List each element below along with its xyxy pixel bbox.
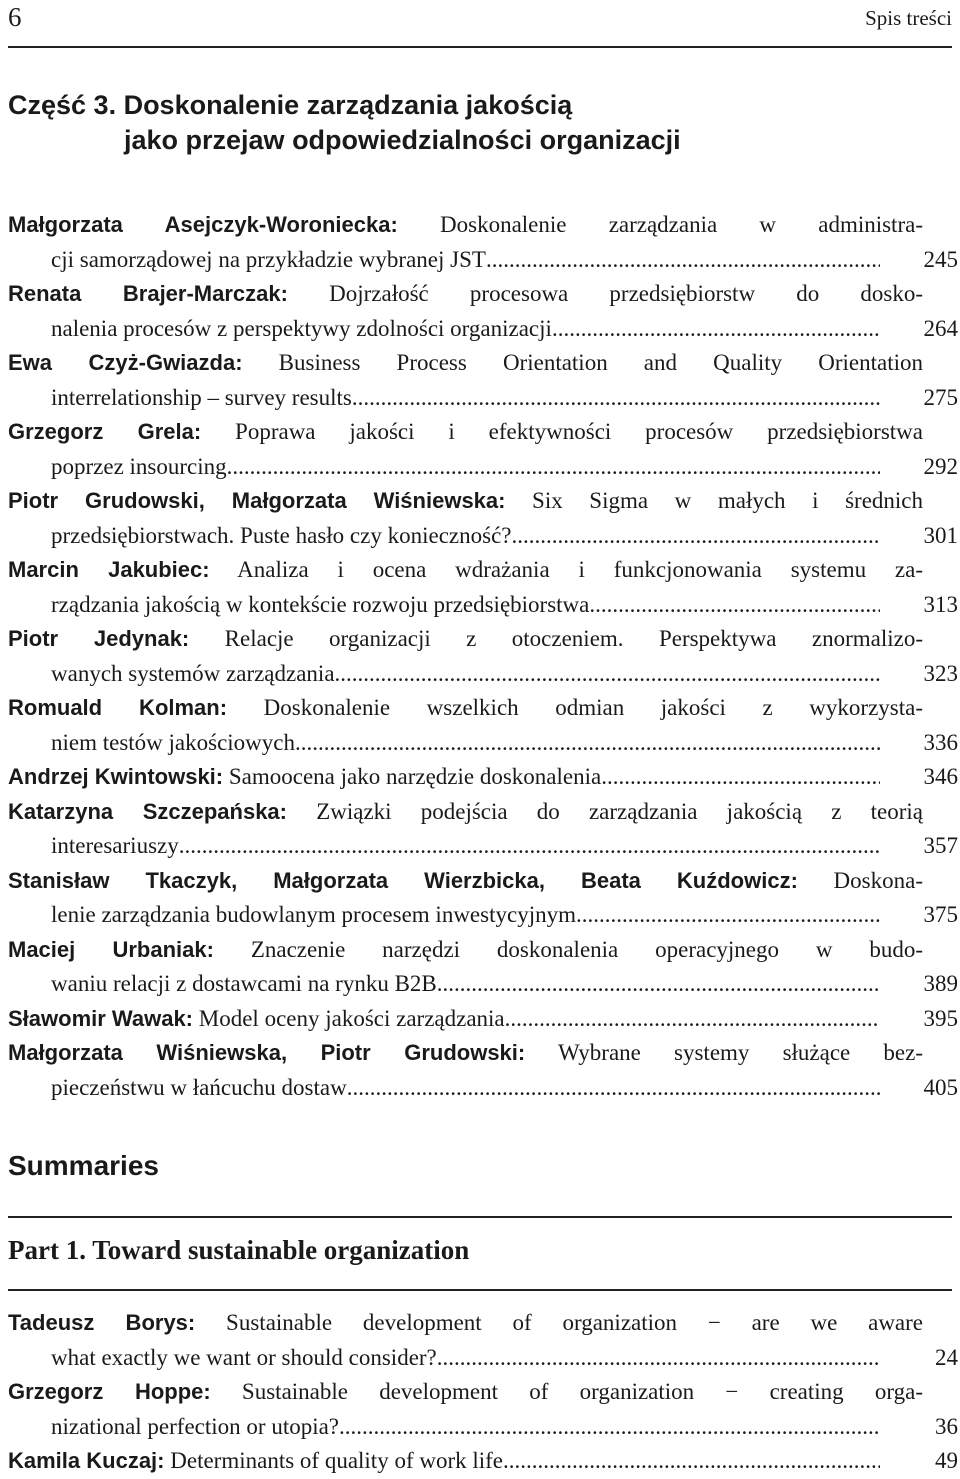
toc-entry[interactable]	[8, 760, 958, 795]
entry-page: 323	[923, 660, 958, 686]
entry-page: 24	[935, 1344, 958, 1370]
entry-author: Ewa Czyż-Gwiazda:	[8, 350, 243, 375]
part3-line2: jako przejaw odpowiedzialności organizacji	[124, 125, 681, 155]
toc-entry[interactable]	[8, 1036, 958, 1105]
entry-page: 336	[923, 729, 958, 755]
entry-title-first: Analiza i ocena wdrażania i funkcjonowania systemu za-	[209, 557, 923, 582]
entry-page: 49	[935, 1448, 958, 1473]
entry-author: Małgorzata Asejczyk-Woroniecka:	[8, 212, 398, 237]
entry-author: Renata Brajer-Marczak:	[8, 281, 288, 306]
entry-title-first: Dojrzałość procesowa przedsiębiorstw do dosko-	[287, 281, 923, 306]
running-title: Spis treści	[865, 6, 952, 30]
toc-entry[interactable]	[8, 933, 958, 1002]
toc-entry[interactable]	[8, 277, 958, 346]
entry-title-last: rządzania jakością w kontekście rozwoju przedsiębiorstwa	[51, 591, 590, 617]
entry-title-last: interrelationship – survey results	[51, 384, 352, 410]
entry-page: 245	[923, 246, 958, 272]
entry-title-last: poprzez insourcing	[51, 453, 227, 479]
part3-line1: Część 3. Doskonalenie zarządzania jakością	[8, 90, 573, 120]
page-number: 6	[8, 2, 22, 32]
toc-entry[interactable]	[8, 553, 958, 622]
toc-entry[interactable]	[8, 1375, 958, 1444]
entry-title-first: Doskonalenie wszelkich odmian jakości z wykorzysta-	[227, 695, 923, 720]
entry-title-last: what exactly we want or should consider?	[51, 1344, 437, 1370]
entry-title-last: lenie zarządzania budowlanym procesem inwestycyjnym	[51, 902, 576, 927]
entry-page: 375	[923, 902, 958, 927]
entry-title-first: Znaczenie narzędzi doskonalenia operacyjnego w budo-	[213, 936, 923, 962]
entry-title-first: Związki podejścia do zarządzania jakością z teorią	[287, 798, 923, 824]
entry-page: 301	[923, 522, 958, 548]
toc-entry[interactable]	[8, 346, 958, 415]
entry-title-last: cji samorządowej na przykładzie wybranej JST	[51, 246, 486, 272]
entry-page: 405	[923, 1074, 958, 1100]
entry-title-first: Wybrane systemy służące bez-	[525, 1040, 923, 1065]
entry-author: Marcin Jakubiec:	[8, 557, 210, 582]
entry-author: Sławomir Wawak:	[8, 1005, 194, 1031]
toc-entry[interactable]	[8, 1306, 958, 1375]
entry-author: Piotr Jedynak:	[8, 626, 190, 651]
part1-rule	[8, 1289, 952, 1291]
toc-entry[interactable]	[8, 864, 958, 933]
entry-title-last: przedsiębiorstwach. Puste hasło czy konieczność?	[51, 522, 512, 548]
entry-author: Stanisław Tkaczyk, Małgorzata Wierzbicka, Beata Kuźdowicz:	[8, 867, 798, 893]
entry-page: 313	[923, 591, 958, 617]
entry-title: Samoocena jako narzędzie doskonalenia	[223, 764, 602, 789]
entry-title: Model oceny jakości zarządzania	[193, 1005, 505, 1031]
toc-part1	[8, 1306, 958, 1479]
entry-title: Determinants of quality of work life	[164, 1448, 504, 1473]
entry-page: 357	[923, 833, 958, 858]
toc-entry[interactable]	[8, 1444, 958, 1479]
toc-entry[interactable]	[8, 208, 958, 277]
entry-title-first: Doskonalenie zarządzania w administra-	[397, 212, 923, 237]
toc-entry[interactable]	[8, 691, 958, 760]
entry-title-first: Six Sigma w małych i średnich	[505, 488, 923, 513]
part3-heading	[8, 88, 681, 158]
entry-author: Grzegorz Grela:	[8, 419, 202, 444]
entry-title-last: nizational perfection or utopia?	[51, 1413, 340, 1439]
entry-title-first: Poprawa jakości i efektywności procesów przedsiębiorstwa	[201, 419, 923, 444]
entry-title-first: Relacje organizacji z otoczeniem. Perspektywa znormalizo-	[189, 626, 923, 651]
header-rule	[8, 46, 952, 48]
entry-author: Maciej Urbaniak:	[8, 936, 214, 962]
entry-author: Piotr Grudowski, Małgorzata Wiśniewska:	[8, 488, 506, 513]
entry-title-first: Sustainable development of organization − creating orga-	[210, 1379, 923, 1404]
toc-entry[interactable]	[8, 622, 958, 691]
entry-author: Kamila Kuczaj:	[8, 1448, 165, 1473]
toc-entry[interactable]	[8, 484, 958, 553]
entry-page: 36	[935, 1413, 958, 1439]
entry-title-last: interesariuszy	[51, 833, 179, 858]
entry-author: Małgorzata Wiśniewska, Piotr Grudowski:	[8, 1040, 526, 1065]
toc-entry[interactable]	[8, 415, 958, 484]
entry-title-last: wanych systemów zarządzania	[51, 660, 335, 686]
entry-author: Tadeusz Borys:	[8, 1310, 196, 1335]
entry-page: 346	[923, 764, 958, 789]
entry-author: Grzegorz Hoppe:	[8, 1379, 211, 1404]
entry-author: Romuald Kolman:	[8, 695, 228, 720]
entry-page: 275	[923, 384, 958, 410]
toc-entry[interactable]	[8, 1002, 958, 1037]
entry-title-last: niem testów jakościowych	[51, 729, 296, 755]
entry-title-first: Doskona-	[797, 867, 923, 893]
entry-page: 292	[923, 453, 958, 479]
entry-title-last: waniu relacji z dostawcami na rynku B2B	[51, 971, 437, 996]
entry-author: Andrzej Kwintowski:	[8, 764, 224, 789]
entry-title-last: pieczeństwu w łańcuchu dostaw	[51, 1074, 347, 1100]
part1-heading: Part 1. Toward sustainable organization	[8, 1235, 470, 1265]
toc-entry[interactable]	[8, 795, 958, 864]
summaries-rule	[8, 1216, 952, 1218]
entry-title-first: Business Process Orientation and Quality Orientation	[242, 350, 923, 375]
toc-part3	[8, 208, 958, 1105]
entry-title-last: nalenia procesów z perspektywy zdolności organizacji	[51, 315, 552, 341]
entry-page: 264	[923, 315, 958, 341]
entry-page: 389	[923, 971, 958, 996]
entry-author: Katarzyna Szczepańska:	[8, 798, 287, 824]
summaries-heading: Summaries	[8, 1150, 159, 1181]
entry-page: 395	[923, 1005, 958, 1031]
page-header	[8, 2, 952, 38]
entry-title-first: Sustainable development of organization − are we aware	[195, 1310, 924, 1335]
